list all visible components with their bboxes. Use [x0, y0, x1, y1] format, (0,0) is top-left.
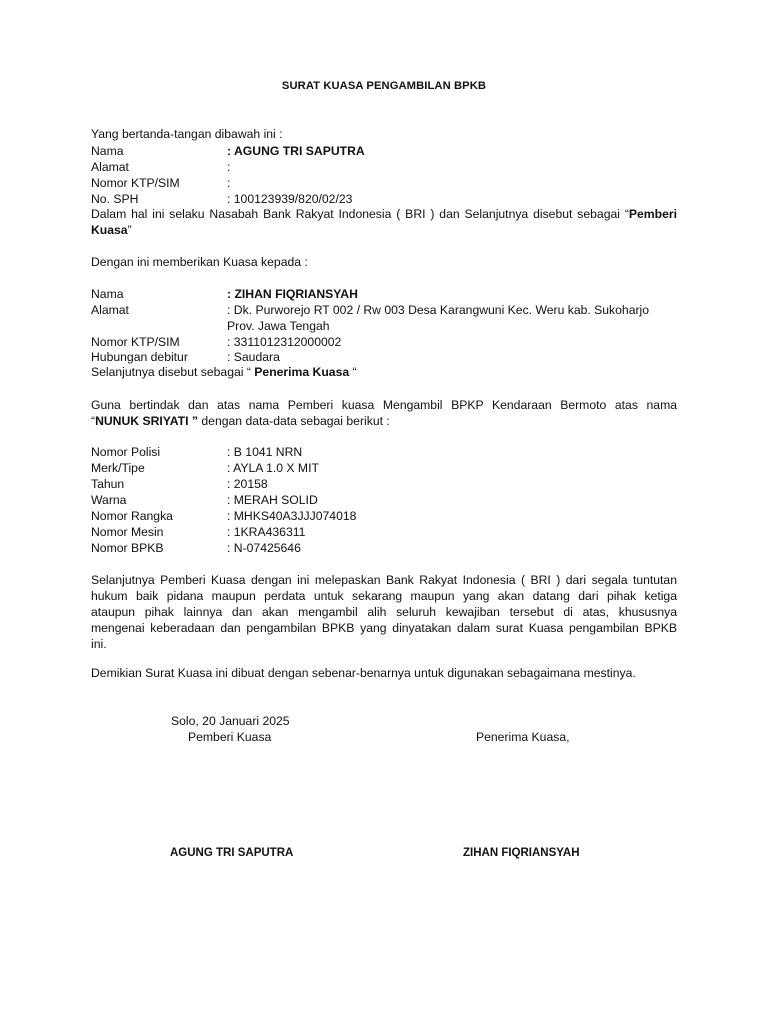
bold-span: Kuasa [91, 223, 128, 237]
bri-paragraph [91, 206, 677, 238]
field-value: : ZIHAN FIQRIANSYAH [227, 287, 358, 301]
text-span: Selanjutnya disebut sebagai “ [91, 365, 255, 379]
pemberi-kuasa-label: Pemberi Kuasa [188, 730, 272, 744]
paragraph-line [91, 413, 677, 429]
bold-span: NUNUK SRIYATI ” [95, 414, 198, 428]
text-span: ” [127, 223, 132, 237]
field-value: : AYLA 1.0 X MIT [227, 461, 319, 475]
paragraph-line: hukum baik pidana maupun perdata untuk sekarang maupun yang akan datang dari pihak ketiga [91, 589, 677, 603]
field-label: Nomor BPKB [91, 541, 164, 555]
paragraph-line: Selanjutnya Pemberi Kuasa dengan ini melepaskan Bank Rakyat Indonesia ( BRI ) dari segala tuntutan [91, 573, 677, 587]
bold-span: Penerima Kuasa [254, 365, 350, 379]
field-label: Hubungan debitur [91, 350, 188, 364]
field-value: Prov. Jawa Tengah [227, 319, 330, 333]
field-label: Alamat [91, 303, 129, 317]
document-title: SURAT KUASA PENGAMBILAN BPKB [281, 80, 487, 92]
field-label: Merk/Tipe [91, 461, 145, 475]
paragraph-line: ataupun pihak lainnya dan akan mengambil alih seluruh kewajiban tersebut di atas, khususnya [91, 605, 677, 619]
text-span: Dalam hal ini selaku Nasabah Bank Rakyat Indonesia ( BRI ) dan Selanjutnya disebut sebagai “ [91, 207, 629, 221]
release-paragraph [91, 572, 677, 652]
place-date: Solo, 20 Januari 2025 [171, 714, 290, 728]
field-label: Nama [91, 287, 124, 301]
paragraph-line: Guna bertindak dan atas nama Pemberi kuasa Mengambil BPKP Kendaraan Bermoto atas nama [91, 398, 677, 412]
intro-text: Yang bertanda-tangan dibawah ini : [91, 127, 283, 141]
text-span: “ [91, 414, 96, 428]
field-value: : 20158 [227, 477, 268, 491]
field-label: Tahun [91, 477, 125, 491]
field-value: : [227, 160, 231, 174]
field-label: Nomor Mesin [91, 525, 164, 539]
field-label: Nomor KTP/SIM [91, 335, 180, 349]
field-value: : Dk. Purworejo RT 002 / Rw 003 Desa Karangwuni Kec. Weru kab. Sukoharjo [227, 303, 650, 317]
field-value: : B 1041 NRN [227, 445, 303, 459]
field-value: : MERAH SOLID [227, 493, 318, 507]
field-value: : 100123939/820/02/23 [227, 192, 353, 206]
paragraph-line: mengenai keberadaan dan pengambilan BPKB yang dinyatakan dalam surat Kuasa pengambilan BPKB [91, 621, 677, 635]
text-span: dengan data-data sebagai berikut : [198, 414, 390, 428]
paragraph-line [91, 206, 677, 222]
field-value: : Saudara [227, 350, 280, 364]
field-value: : N-07425646 [227, 541, 301, 555]
text-span: “ [349, 365, 357, 379]
pemberi-signature-name: AGUNG TRI SAPUTRA [170, 847, 294, 859]
field-label: Warna [91, 493, 127, 507]
field-label: Nomor KTP/SIM [91, 176, 180, 190]
paragraph-line: ini. [91, 637, 107, 651]
field-label: Nomor Polisi [91, 445, 161, 459]
field-value: : 1KRA436311 [227, 525, 306, 539]
field-label: No. SPH [91, 192, 139, 206]
field-value: : 3311012312000002 [227, 335, 342, 349]
penerima-kuasa-line [91, 365, 357, 380]
field-label: Alamat [91, 160, 129, 174]
paragraph-line [91, 222, 677, 238]
penerima-kuasa-label: Penerima Kuasa, [476, 730, 570, 744]
kuasa-intro: Dengan ini memberikan Kuasa kepada : [91, 255, 308, 269]
penerima-signature-name: ZIHAN FIQRIANSYAH [463, 847, 580, 859]
closing-statement: Demikian Surat Kuasa ini dibuat dengan sebenar-benarnya untuk digunakan sebagaimana mestinya. [91, 666, 636, 680]
field-value: : [227, 176, 231, 190]
guna-paragraph [91, 397, 677, 429]
bold-span: Pemberi [628, 207, 677, 221]
field-value: : AGUNG TRI SAPUTRA [227, 144, 365, 158]
field-label: Nama [91, 144, 124, 158]
field-label: Nomor Rangka [91, 509, 173, 523]
field-value: : MHKS40A3JJJ074018 [227, 509, 357, 523]
